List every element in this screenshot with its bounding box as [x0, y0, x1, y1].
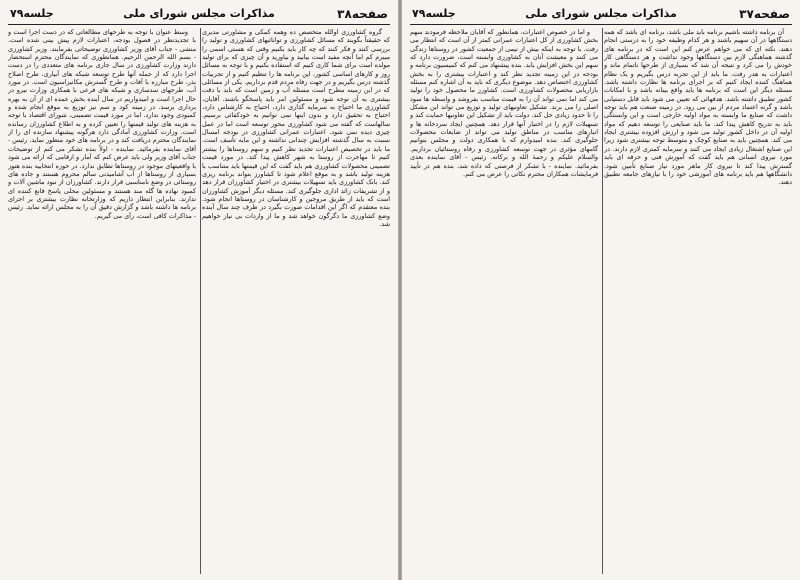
right-page-session: جلسه۷۹: [412, 7, 456, 20]
right-page-column-left: [410, 28, 598, 574]
right-page-number: صفحه۳۷: [739, 7, 790, 21]
column-text: آن برنامه داشته باشیم برنامه باید ملی باشد، برنامه ای باشد که همه دستگاهها در آن سهیم باشند و هر کدام وظیفه خود را به درستی انجام دهند. نکته ای که می خواهم عرض کنم این است که در برنامه های گذشته هماهنگی لازم بین دستگاهها وجود نداشت و هر دستگاهی کار خودش را می کرد و نتیجه آن شد که بسیاری از طرحها ناتمام ماند و اعتبارات به هدر رفت. ما باید از این تجربه درس بگیریم و یک نظام هماهنگ کننده ایجاد کنیم که بر اجرای برنامه ها نظارت داشته باشد. مسئله دیگر این است که برنامه ها باید واقع بینانه باشد و با امکانات کشور تطبیق داشته باشد. هدفهائی که تعیین می شود باید قابل دستیابی باشد و گرنه اعتماد مردم از بین می رود. در زمینه صنعت هم باید توجه داشت که صنایع ما وابسته به مواد اولیه خارجی است و این وابستگی باید به تدریج کاهش پیدا کند. ما باید صنایعی را توسعه دهیم که مواد اولیه آن در داخل کشور تولید می شود و ارزش افزوده بیشتری ایجاد می کند. همچنین باید به صنایع کوچک و متوسط توجه بیشتری شود زیرا این صنایع اشتغال زیادی ایجاد می کنند و سرمایه کمتری لازم دارند. در مورد نیروی انسانی هم باید گفت که آموزش فنی و حرفه ای باید گسترش پیدا کند تا نیروی کار ماهر مورد نیاز صنایع تأمین شود. دانشگاهها هم باید برنامه های آموزشی خود را با نیازهای جامعه تطبیق دهند.: [604, 28, 792, 187]
right-page-column-right: [604, 28, 792, 574]
left-page: [0, 0, 398, 580]
column-rule: [200, 28, 201, 574]
left-page-column-right: [202, 28, 390, 574]
left-page-column-left: [8, 28, 196, 574]
right-page-header: [410, 6, 792, 25]
left-page-title: مذاکرات مجلس شورای ملی: [123, 7, 275, 20]
right-page-columns: [410, 28, 792, 574]
left-page-columns: [8, 28, 390, 574]
left-page-session: جلسه۷۹: [10, 7, 54, 20]
left-page-number: صفحه۳۸: [337, 7, 388, 21]
column-text: گروه کشاورزی اوالله متخصص ده وهمه کمکی و مشاورتی مدیری که حقیقتاً بگویند که مسائل کشاورزی و توانائیهای کشاورزی و تولید را بررسی کنند و فکر کنند که چه کار باید بکنیم وقتی که هستی اسمی را میبرم کم اما آنچه مفید است بیابید و بیاورید و آن چیزی که برای تولید مولده است برای شما کاری کنیم که استفاده بکنیم و با توجه به مسائل روز و کارهای اساسی کشور، این برنامه ها را تنظیم کنیم و از تجربیات گذشته درس بگیریم و در جهت رفاه مردم قدم برداریم. یکی از مسائلی که در این زمینه مطرح است مسئله آب و زمین است که باید با دقت بیشتری به آن توجه شود و مسئولین امر باید پاسخگو باشند. آقایان، کشاورزی ما احتیاج به سرمایه گذاری دارد، احتیاج به کارشناس دارد، احتیاج به تحقیق دارد و بدون اینها نمی توانیم به خودکفائی برسیم. سالهاست که گفته می شود کشاورزی محور توسعه است اما در عمل چیزی دیده نمی شود. اعتبارات عمرانی کشاورزی در بودجه امسال نسبت به سال گذشته افزایش چندانی نداشته و این مایه تأسف است. ما باید در تخصیص اعتبارات تجدید نظر کنیم و سهم روستاها را بیشتر کنیم تا مهاجرت از روستا به شهر کاهش پیدا کند. در مورد قیمت تضمینی محصولات کشاورزی هم باید گفت که این قیمتها باید متناسب با هزینه تولید باشد و به موقع اعلام شود تا کشاورز بتواند برنامه ریزی کند. بانک کشاورزی باید تسهیلات بیشتری در اختیار کشاورزان قرار دهد و از تشریفات زائد اداری جلوگیری کند. مسئله دیگر آموزش کشاورزان است که باید از طریق مروجین و کارشناسان در روستاها انجام شود. بنده معتقدم که اگر این اقدامات صورت بگیرد در ظرف چند سال آینده وضع کشاورزی ما دگرگون خواهد شد و ما از واردات بی نیاز خواهیم شد.: [202, 28, 390, 228]
column-rule: [602, 28, 603, 574]
column-text: و اما در خصوص اعتبارات، همانطور که آقایان ملاحظه فرمودند سهم بخش کشاورزی از کل اعتبارات عمرانی کمتر از آن است که انتظار می رفت. با توجه به اینکه بیش از نیمی از جمعیت کشور در روستاها زندگی می کنند و معیشت آنان به کشاورزی وابسته است، ضرورت دارد که سهم این بخش افزایش یابد. بنده پیشنهاد می کنم که کمیسیون برنامه و بودجه در این زمینه تجدید نظر کند و اعتبارات بیشتری را به بخش کشاورزی اختصاص دهد. موضوع دیگری که باید به آن اشاره کنم مسئله بازاریابی محصولات کشاورزی است. کشاورز ما محصول خود را تولید می کند اما نمی تواند آن را به قیمت مناسب بفروشد و واسطه ها سود اصلی را می برند. تشکیل تعاونیهای تولید و توزیع می تواند این مشکل را تا حدود زیادی حل کند. دولت باید از تشکیل این تعاونیها حمایت کند و تسهیلات لازم را در اختیار آنها قرار دهد. همچنین ایجاد سردخانه ها و انبارهای مناسب در مناطق تولید می تواند از ضایعات محصولات جلوگیری کند. بنده امیدوارم که با همکاری دولت و مجلس بتوانیم گامهای مؤثری در جهت توسعه کشاورزی و رفاه روستائیان برداریم. والسلام علیکم و رحمة الله و برکاته. رئیس - آقای نماینده بعدی بفرمائید. نماینده - با تشکر از فرصتی که داده شد، بنده هم در تأیید فرمایشات همکاران محترم نکاتی را عرض می کنم.: [410, 28, 598, 178]
right-page: [402, 0, 800, 580]
column-text: وسط عنوان با توجه به طرحهای مطالعاتی که در دست اجرا است و با تجدیدنظر در فصول بودجه، اعتبارات لازم پیش بینی شده است. منشی - جناب آقای وزیر کشاورزی توضیحاتی بفرمایند. وزیر کشاورزی - بسم الله الرحمن الرحیم. همانطوری که نمایندگان محترم استحضار دارند وزارت کشاورزی در سال جاری برنامه های متعددی را در دست اجرا دارد که از جمله آنها طرح توسعه شبکه های آبیاری، طرح اصلاح بذر، طرح مبارزه با آفات و طرح گسترش مکانیزاسیون است. در مورد آب، طرحهای سدسازی و شبکه های فرعی با همکاری وزارت نیرو در حال اجرا است و امیدواریم در سال آینده بخش عمده ای از آن به بهره برداری برسد. در زمینه کود و سم نیز توزیع به موقع انجام شده و کمبودی وجود ندارد. اما در مورد قیمت تضمینی، شورای اقتصاد با توجه به هزینه های تولید قیمتها را تعیین کرده و به اطلاع کشاورزان رسانده است. وزارت کشاورزی آمادگی دارد هرگونه پیشنهاد سازنده ای را از نمایندگان محترم دریافت کند و در برنامه های خود منظور نماید. رئیس - آقای نماینده بفرمائید. نماینده - اولاً بنده تشکر می کنم از توضیحات جناب آقای وزیر ولی باید عرض کنم که آمار و ارقامی که ارائه می شود با واقعیتهای موجود در روستاها تطابق ندارد. در حوزه انتخابیه بنده هنوز بسیاری از روستاها از آب آشامیدنی سالم محروم هستند و جاده های روستائی در وضع نامناسبی قرار دارند. کشاورزان از نبود ماشین آلات و کمبود نهاده ها گله مند هستند و مسئولین محلی پاسخ قانع کننده ای ندارند. بنابراین انتظار داریم که وزارتخانه نظارت بیشتری بر اجرای برنامه ها داشته باشد و گزارش دقیق آن را به مجلس ارائه نماید. رئیس - مذاکرات کافی است، رأی می گیریم.: [8, 28, 196, 220]
right-page-title: مذاکرات مجلس شورای ملی: [525, 7, 677, 20]
left-page-header: [8, 6, 390, 25]
